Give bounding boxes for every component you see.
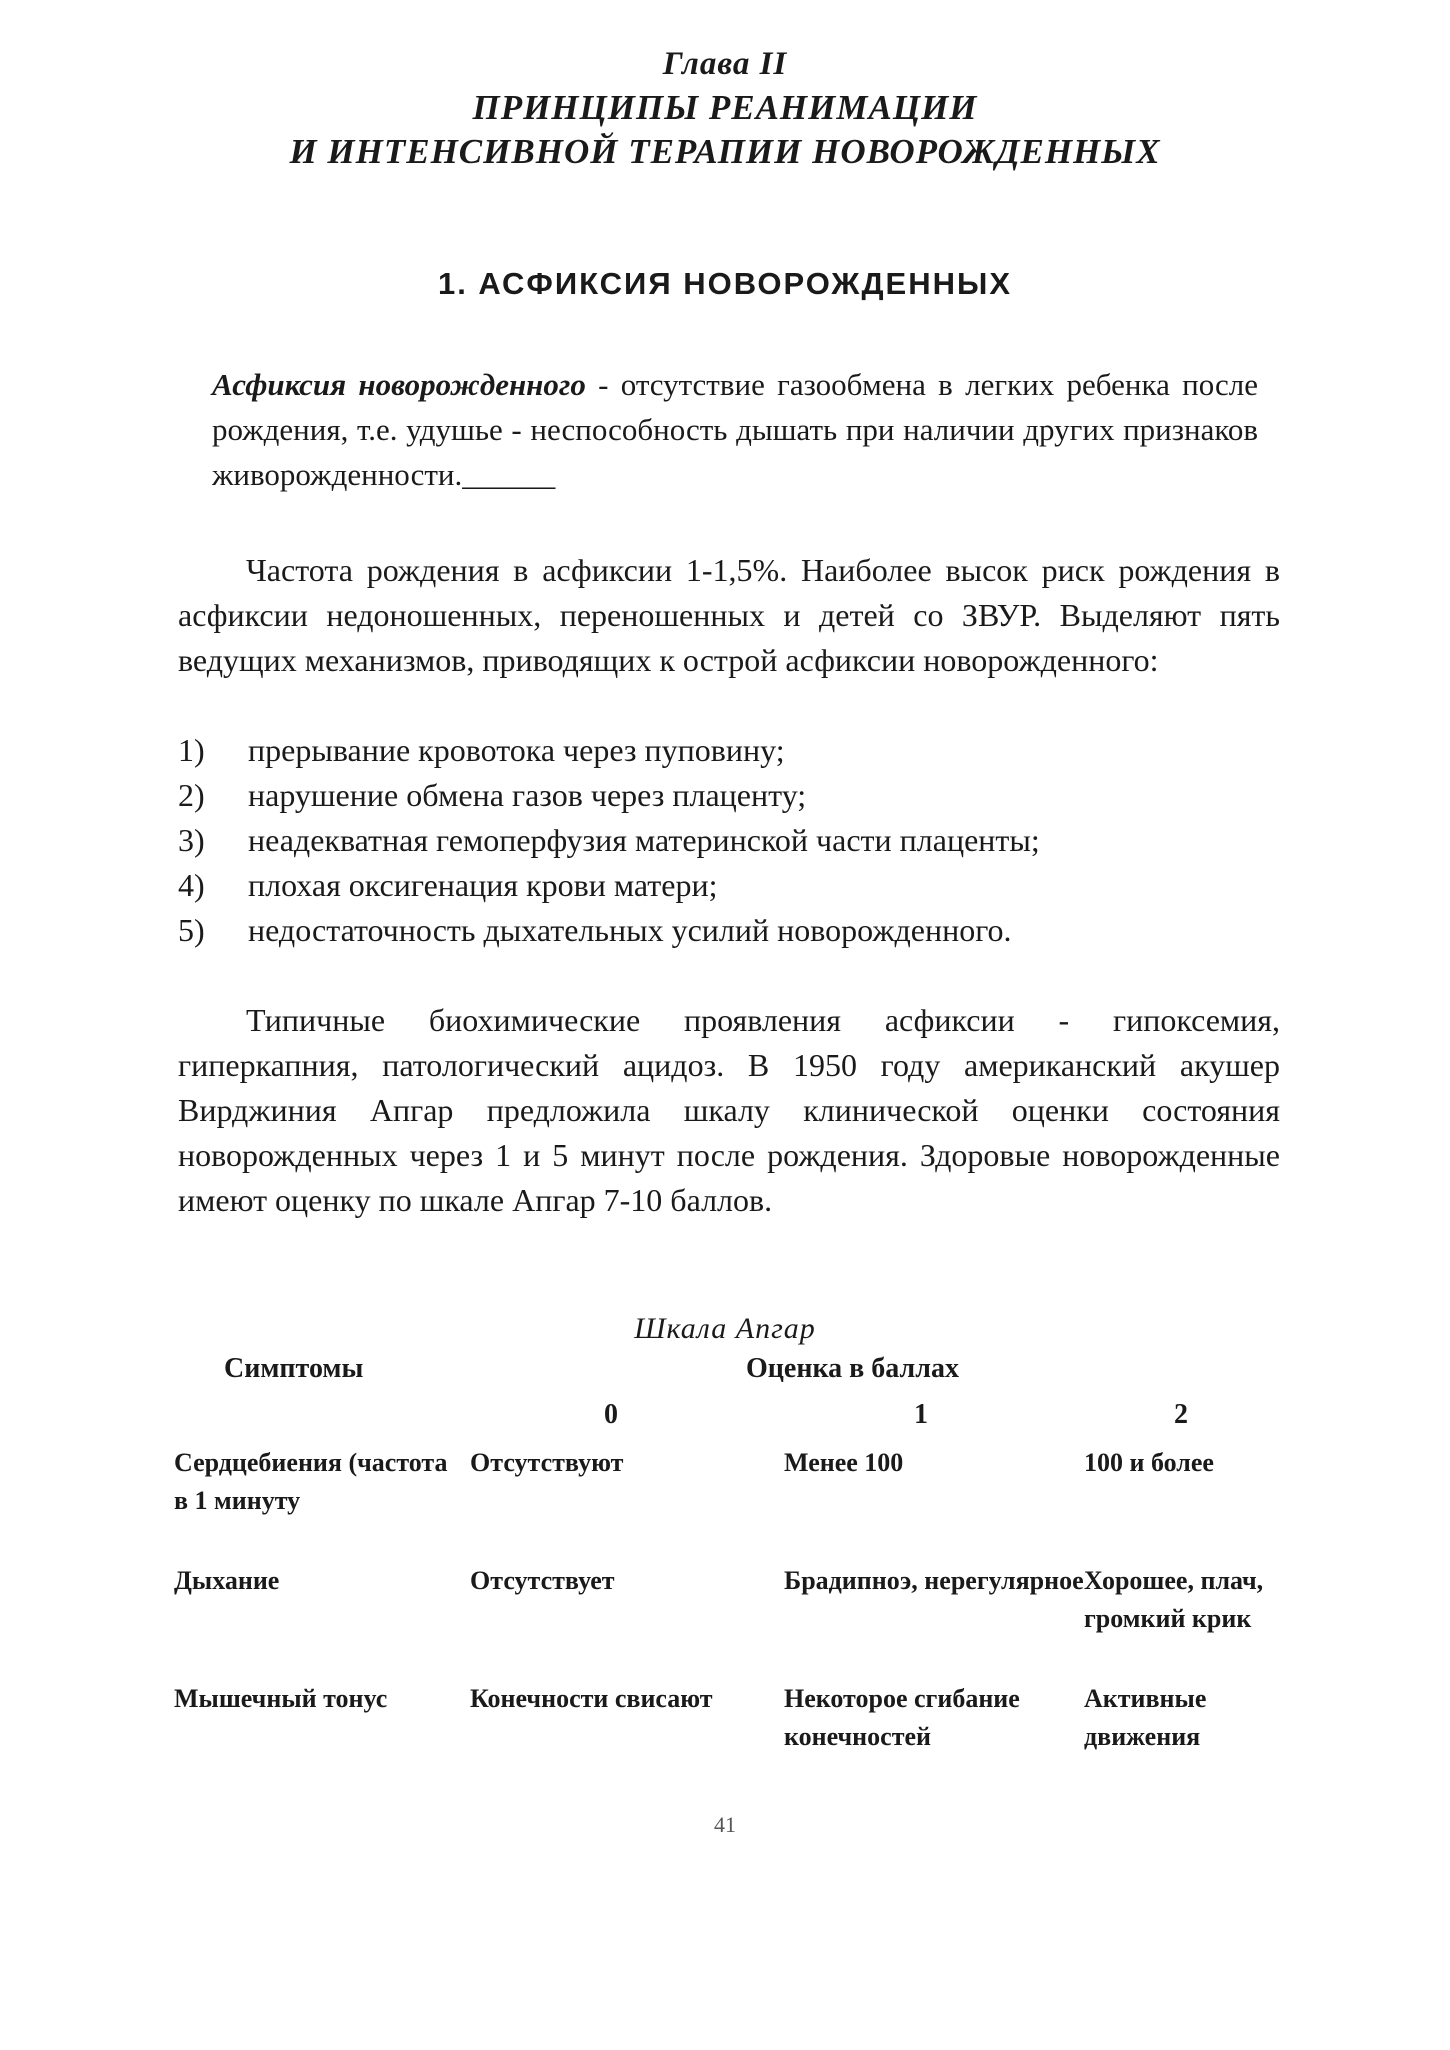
list-item-text: нарушение обмена газов через плаценту; (248, 777, 807, 813)
row-score-0: Конечности свисают (470, 1684, 713, 1713)
row-symptom: Сердцебиения (частота в 1 минуту (174, 1448, 448, 1515)
row-score-1: Некоторое сгибание конечностей (784, 1684, 1020, 1751)
definition-term: Асфиксия новорожденного (212, 367, 586, 402)
list-item-number: 1) (178, 732, 205, 768)
page-number: 41 (714, 1812, 736, 1837)
list-item (178, 773, 1280, 818)
header-score-0: 0 (604, 1399, 618, 1430)
row-score-1: Брадипноэ, нерегулярное (784, 1566, 1084, 1595)
row-score-2: Хорошее, плач, громкий крик (1084, 1566, 1264, 1633)
section-heading: 1. АСФИКСИЯ НОВОРОЖДЕННЫХ (437, 266, 1013, 301)
list-item-number: 3) (178, 822, 205, 858)
mechanisms-list (178, 728, 1280, 953)
list-item-number: 2) (178, 777, 205, 813)
list-item-number: 4) (178, 867, 205, 903)
row-symptom: Мышечный тонус (174, 1684, 388, 1713)
chapter-title-line-2: И ИНТЕНСИВНОЙ ТЕРАПИИ НОВОРОЖДЕННЫХ (289, 132, 1161, 171)
row-score-0: Отсутствуют (470, 1448, 624, 1477)
frequency-paragraph: Частота рождения в асфиксии 1-1,5%. Наиболее высок риск рождения в асфиксии недоношенных, переношенных и детей со ЗВУР. Выделяют пять ведущих механизмов, приводящих к острой асфиксии новорожденного: (178, 552, 1280, 678)
list-item-text: неадекватная гемоперфузия материнской части плаценты; (248, 822, 1040, 858)
list-item (178, 908, 1280, 953)
chapter-title (0, 86, 1450, 174)
definition-text: - отсутствие газообмена в легких ребенка после рождения, т.е. удушье - неспособность дышать при наличии других признаков живорожденности.______ (212, 367, 1258, 492)
row-symptom: Дыхание (174, 1566, 280, 1595)
definition-paragraph (212, 362, 1258, 497)
chapter-label: Глава II (662, 46, 788, 82)
row-score-1: Менее 100 (784, 1448, 904, 1477)
chapter-title-line-1: ПРИНЦИПЫ РЕАНИМАЦИИ (472, 88, 978, 127)
header-score-2: 2 (1174, 1399, 1188, 1430)
row-score-2: 100 и более (1084, 1448, 1214, 1477)
header-symptoms: Симптомы (224, 1353, 364, 1384)
list-item (178, 863, 1280, 908)
list-item-text: прерывание кровотока через пуповину; (248, 732, 785, 768)
list-item (178, 728, 1280, 773)
list-item-number: 5) (178, 912, 205, 948)
apgar-table-caption: Шкала Апгар (634, 1312, 816, 1345)
list-item (178, 818, 1280, 863)
header-score-1: 1 (914, 1399, 928, 1430)
header-score: Оценка в баллах (746, 1353, 959, 1384)
biochemical-paragraph: Типичные биохимические проявления асфиксии - гипоксемия, гиперкапния, патологический ацидоз. В 1950 году американский акушер Вирджиния Апгар предложила шкалу клинической оценки состояния новорожденных через 1 и 5 минут после рождения. Здоровые новорожденные имеют оценку по шкале Апгар 7-10 баллов. (178, 1002, 1280, 1218)
row-score-0: Отсутствует (470, 1566, 615, 1595)
list-item-text: недостаточность дыхательных усилий новорожденного. (248, 912, 1012, 948)
row-score-2: Активные движения (1084, 1684, 1207, 1751)
list-item-text: плохая оксигенация крови матери; (248, 867, 718, 903)
